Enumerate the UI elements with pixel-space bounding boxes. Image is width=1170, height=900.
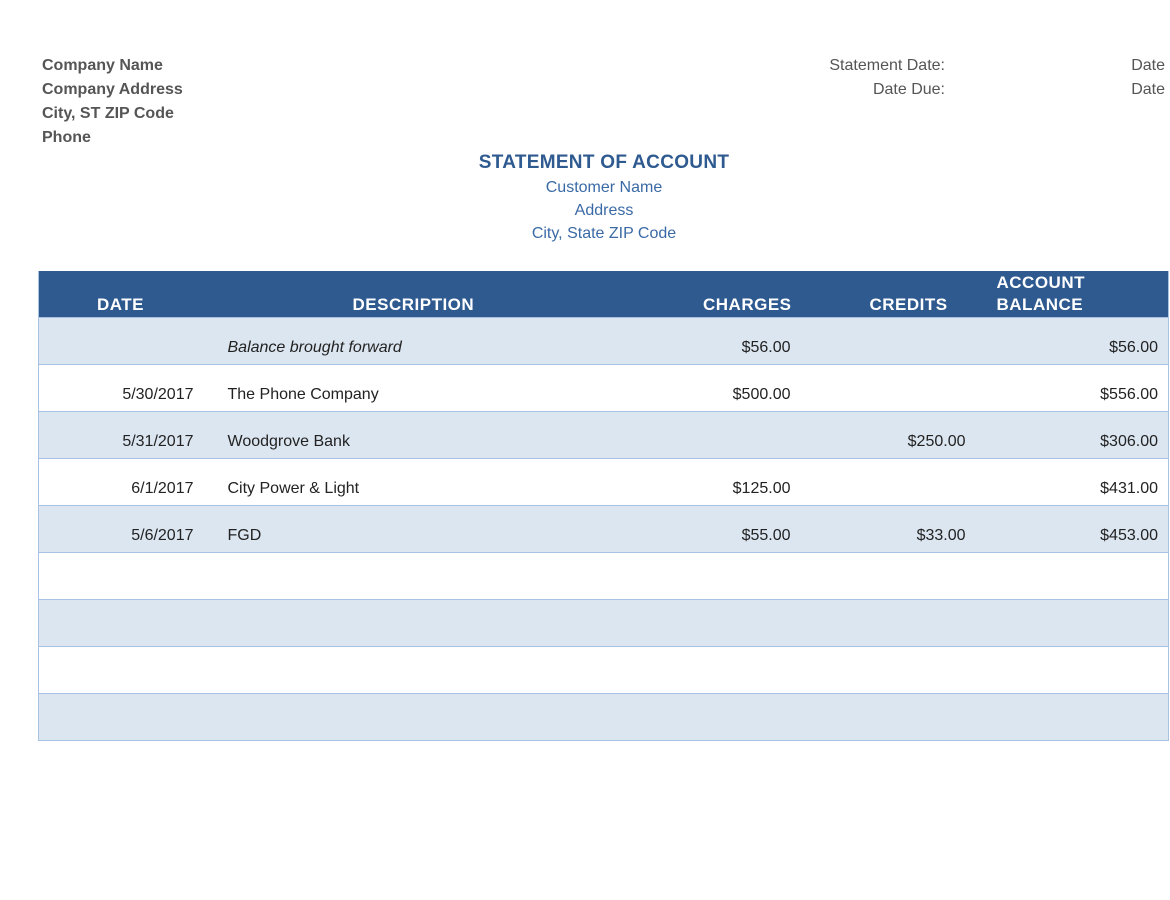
cell-charges[interactable]: $500.00: [732, 385, 791, 403]
cell-description[interactable]: The Phone Company: [227, 385, 379, 403]
cell-credits[interactable]: [811, 458, 991, 505]
table-row: [39, 317, 1169, 364]
header-balance-line2: BALANCE: [996, 294, 1084, 314]
cell-description[interactable]: [211, 552, 611, 599]
cell-date[interactable]: 5/30/2017: [122, 385, 194, 403]
cell-description[interactable]: FGD: [227, 526, 262, 544]
cell-balance[interactable]: [991, 646, 1169, 693]
header-balance-line1: ACCOUNT: [996, 272, 1085, 292]
table-row: [39, 646, 1169, 693]
table-row: [39, 693, 1169, 740]
table-row: [39, 599, 1169, 646]
cell-description[interactable]: Balance brought forward: [227, 338, 402, 356]
header-charges: CHARGES: [702, 294, 792, 314]
customer-name: Customer Name: [545, 179, 663, 196]
statement-date-label: Statement Date:: [829, 57, 945, 74]
cell-charges[interactable]: [611, 693, 811, 740]
cell-charges[interactable]: [611, 599, 811, 646]
cell-credits[interactable]: [811, 599, 991, 646]
header-credits: CREDITS: [869, 294, 948, 314]
cell-description[interactable]: City Power & Light: [227, 479, 360, 497]
cell-credits[interactable]: [811, 317, 991, 364]
cell-charges[interactable]: [611, 646, 811, 693]
company-phone: Phone: [42, 129, 91, 146]
cell-balance[interactable]: $556.00: [1100, 385, 1158, 403]
statement-date-row: [700, 54, 1165, 78]
cell-date[interactable]: [39, 317, 211, 364]
cell-balance[interactable]: $56.00: [1109, 338, 1158, 356]
statement-header: [404, 150, 804, 245]
cell-description[interactable]: [211, 646, 611, 693]
due-date-value[interactable]: Date: [1131, 81, 1165, 98]
table-row: [39, 364, 1169, 411]
cell-balance[interactable]: $453.00: [1100, 526, 1158, 544]
cell-charges[interactable]: $56.00: [741, 338, 791, 356]
customer-city-line: City, State ZIP Code: [531, 225, 677, 242]
cell-credits[interactable]: $250.00: [907, 432, 966, 450]
cell-description[interactable]: Woodgrove Bank: [227, 432, 350, 450]
table-row: [39, 458, 1169, 505]
statement-date-value[interactable]: Date: [1131, 57, 1165, 74]
ledger-header: [39, 271, 1169, 317]
cell-date[interactable]: [39, 599, 211, 646]
table-row: [39, 505, 1169, 552]
cell-credits[interactable]: [811, 646, 991, 693]
account-ledger-table: [38, 271, 1169, 741]
cell-date[interactable]: 5/31/2017: [122, 432, 194, 450]
cell-date[interactable]: 6/1/2017: [131, 479, 194, 497]
cell-balance[interactable]: $431.00: [1100, 479, 1158, 497]
header-description: DESCRIPTION: [352, 294, 475, 314]
statement-title: STATEMENT OF ACCOUNT: [478, 152, 730, 173]
header-account-balance: [991, 271, 1169, 317]
cell-date[interactable]: 5/6/2017: [131, 526, 194, 544]
company-city-line: City, ST ZIP Code: [42, 105, 174, 122]
company-name: Company Name: [42, 57, 163, 74]
header-date: DATE: [97, 294, 145, 314]
cell-charges[interactable]: [611, 552, 811, 599]
cell-charges[interactable]: $55.00: [741, 526, 791, 544]
header-row: [39, 271, 1169, 317]
cell-charges[interactable]: [611, 411, 811, 458]
cell-credits[interactable]: $33.00: [916, 526, 966, 544]
cell-charges[interactable]: $125.00: [732, 479, 791, 497]
company-address: Company Address: [42, 81, 183, 98]
cell-date[interactable]: [39, 693, 211, 740]
cell-balance[interactable]: [991, 552, 1169, 599]
cell-date[interactable]: [39, 552, 211, 599]
cell-balance[interactable]: [991, 693, 1169, 740]
due-date-row: [700, 78, 1165, 102]
ledger-body: [39, 317, 1169, 740]
cell-credits[interactable]: [811, 693, 991, 740]
customer-address: Address: [574, 202, 634, 219]
cell-credits[interactable]: [811, 552, 991, 599]
table-row: [39, 552, 1169, 599]
cell-description[interactable]: [211, 599, 611, 646]
cell-balance[interactable]: [991, 599, 1169, 646]
statement-dates: [700, 54, 1165, 102]
cell-credits[interactable]: [811, 364, 991, 411]
cell-balance[interactable]: $306.00: [1100, 432, 1158, 450]
table-row: [39, 411, 1169, 458]
cell-date[interactable]: [39, 646, 211, 693]
company-info: [42, 54, 183, 150]
cell-description[interactable]: [211, 693, 611, 740]
due-date-label: Date Due:: [872, 81, 945, 98]
